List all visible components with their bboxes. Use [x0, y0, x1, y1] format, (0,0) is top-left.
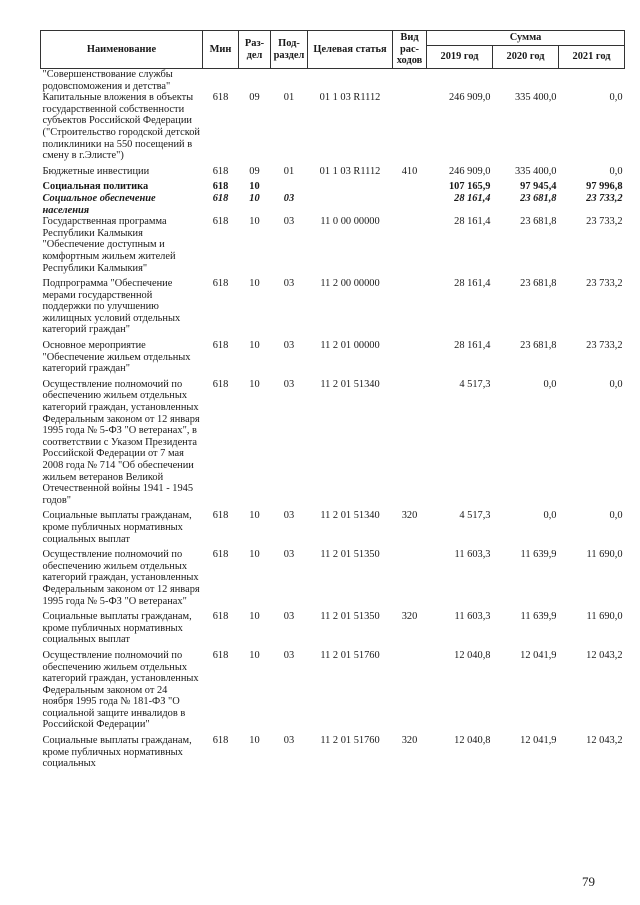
row-min: 618 [212, 735, 229, 747]
row-sum-2019: 28 161,4 [454, 340, 491, 352]
header-sum: Сумма [427, 31, 625, 46]
table-row [41, 650, 625, 735]
row-min: 618 [212, 611, 229, 623]
table-row [41, 193, 625, 216]
row-name: Государственная программа Республики Калмыкия "Обеспечение доступным и комфортным жильем жителей Республики Калмыкия" [42, 216, 176, 274]
row-sum-2021: 11 690,0 [586, 549, 623, 561]
header-podrazdel: Под-раздел [271, 31, 308, 69]
budget-table [40, 30, 625, 774]
row-target-article: 11 2 01 51340 [320, 378, 380, 390]
row-razdel: 10 [249, 649, 260, 661]
header-year-2021: 2021 год [559, 46, 625, 69]
row-sum-2020: 23 681,8 [520, 216, 557, 228]
row-sum-2021: 23 733,2 [586, 192, 623, 204]
row-target-article: 11 2 01 00000 [320, 340, 380, 352]
row-sum-2019 [427, 69, 493, 93]
row-razdel: 09 [249, 92, 260, 104]
row-sum-2020: 0,0 [543, 510, 557, 522]
row-sum-2019: 28 161,4 [454, 278, 491, 290]
row-sum-2021: 0,0 [609, 378, 623, 390]
table-row [41, 166, 625, 182]
row-sum-2020: 12 041,9 [520, 649, 557, 661]
row-expense-type: 320 [401, 611, 418, 623]
row-sum-2019: 107 165,9 [448, 181, 491, 193]
row-podrazdel [271, 181, 308, 193]
row-target-article: 01 1 03 R1112 [319, 92, 381, 104]
row-sum-2020: 335 400,0 [514, 92, 557, 104]
row-sum-2019: 246 909,0 [448, 92, 491, 104]
row-podrazdel: 03 [283, 378, 295, 390]
row-sum-2021: 23 733,2 [586, 278, 623, 290]
row-name: Основное мероприятие "Обеспечение жильем отдельных категорий граждан" [42, 340, 191, 375]
page-number: 79 [582, 874, 595, 889]
row-podrazdel: 01 [283, 92, 295, 104]
row-sum-2019: 12 040,8 [454, 735, 491, 747]
row-sum-2020: 335 400,0 [514, 165, 557, 177]
header-name: Наименование [41, 31, 203, 69]
row-min: 618 [212, 340, 229, 352]
header-year-2020: 2020 год [493, 46, 559, 69]
row-min: 618 [212, 92, 229, 104]
row-name: Бюджетные инвестиции [42, 165, 150, 177]
row-sum-2021: 0,0 [609, 92, 623, 104]
row-name: Осуществление полномочий по обеспечению жильем отдельных категорий граждан, установленных Федеральным законом от 24 ноября 1995 года № 181-ФЗ "О социальной защите инвалидов в Российской Федерации" [42, 649, 199, 731]
row-razdel: 10 [249, 735, 260, 747]
row-expense-type [393, 193, 427, 216]
row-sum-2021 [559, 69, 625, 93]
table-row [41, 278, 625, 340]
row-podrazdel: 03 [283, 549, 295, 561]
row-sum-2019: 4 517,3 [459, 378, 491, 390]
row-sum-2020: 12 041,9 [520, 735, 557, 747]
row-expense-type: 320 [401, 510, 418, 522]
row-expense-type [393, 69, 427, 93]
row-podrazdel: 01 [283, 165, 295, 177]
row-razdel: 10 [249, 216, 260, 228]
table-row [41, 379, 625, 511]
row-name: Социальные выплаты гражданам, кроме публичных нормативных социальных выплат [42, 510, 192, 545]
row-expense-type [393, 340, 427, 379]
row-sum-2019: 246 909,0 [448, 165, 491, 177]
row-name: Социальные выплаты гражданам, кроме публичных нормативных социальных выплат [42, 611, 192, 646]
row-name: "Совершенствование службы родовспоможения и детства" [42, 69, 173, 92]
row-expense-type [393, 216, 427, 278]
row-sum-2019: 11 603,3 [454, 549, 491, 561]
row-sum-2021: 0,0 [609, 510, 623, 522]
row-sum-2020 [493, 69, 559, 93]
row-sum-2020: 0,0 [543, 378, 557, 390]
row-min: 618 [212, 649, 229, 661]
row-name: Социальное обеспечение населения [42, 192, 156, 216]
row-min: 618 [212, 165, 229, 177]
table-row [41, 69, 625, 93]
row-razdel: 10 [249, 378, 260, 390]
row-razdel: 10 [249, 611, 260, 623]
row-razdel: 10 [249, 181, 260, 193]
header-expense-type: Вид рас-ходов [393, 31, 427, 69]
row-name: Социальная политика [42, 181, 149, 193]
row-target-article: 11 0 00 00000 [320, 216, 380, 228]
row-target-article: 01 1 03 R1112 [319, 165, 381, 177]
row-podrazdel: 03 [283, 735, 295, 747]
row-name: Подпрограмма "Обеспечение мерами государственной поддержки по улучшению жилищных условий отдельных категорий граждан" [42, 278, 181, 336]
row-min: 618 [212, 192, 229, 204]
row-target-article [308, 69, 393, 93]
table-row [41, 340, 625, 379]
row-razdel: 10 [249, 510, 260, 522]
row-razdel: 09 [249, 165, 260, 177]
row-name: Осуществление полномочий по обеспечению жильем отдельных категорий граждан, установленных Федеральным законом от 12 января 1995 года № 5-ФЗ "О ветеранах" [42, 549, 200, 607]
row-sum-2021: 12 043,2 [586, 649, 623, 661]
row-sum-2021: 97 996,8 [586, 181, 623, 193]
row-sum-2019: 12 040,8 [454, 649, 491, 661]
row-expense-type [393, 379, 427, 511]
row-sum-2020: 23 681,8 [520, 278, 557, 290]
row-target-article: 11 2 01 51760 [320, 735, 380, 747]
row-razdel [239, 69, 271, 93]
header-year-2019: 2019 год [427, 46, 493, 69]
header-razdel: Раз-дел [239, 31, 271, 69]
row-podrazdel [271, 69, 308, 93]
row-min: 618 [212, 378, 229, 390]
table-body [41, 69, 625, 774]
row-name: Капитальные вложения в объекты государственной собственности субъектов Российской Федерации ("Строительство городской детской поликлиники на 550 посещений в смену в г.Элисте") [42, 92, 200, 162]
row-sum-2019: 28 161,4 [454, 192, 491, 204]
row-sum-2021: 23 733,2 [586, 340, 623, 352]
row-podrazdel: 03 [283, 340, 295, 352]
row-podrazdel: 03 [283, 278, 295, 290]
row-name: Социальные выплаты гражданам, кроме публичных нормативных социальных [42, 735, 192, 770]
row-podrazdel: 03 [283, 611, 295, 623]
row-target-article [308, 181, 393, 193]
table-row [41, 611, 625, 650]
row-expense-type [393, 278, 427, 340]
row-sum-2020: 23 681,8 [520, 340, 557, 352]
row-min: 618 [212, 510, 229, 522]
row-target-article: 11 2 01 51760 [320, 649, 380, 661]
header-min: Мин [203, 31, 239, 69]
row-min [203, 69, 239, 93]
table-row [41, 181, 625, 193]
row-sum-2021: 23 733,2 [586, 216, 623, 228]
row-sum-2019: 28 161,4 [454, 216, 491, 228]
row-sum-2020: 11 639,9 [520, 611, 557, 623]
row-min: 618 [212, 216, 229, 228]
row-target-article: 11 2 01 51350 [320, 549, 380, 561]
row-min: 618 [212, 278, 229, 290]
row-sum-2020: 11 639,9 [520, 549, 557, 561]
row-expense-type [393, 549, 427, 611]
row-target-article [308, 193, 393, 216]
row-podrazdel: 03 [283, 510, 295, 522]
row-min: 618 [212, 181, 229, 193]
row-expense-type [393, 92, 427, 166]
row-expense-type: 320 [401, 735, 418, 747]
row-razdel: 10 [249, 340, 260, 352]
row-podrazdel: 03 [283, 649, 295, 661]
row-target-article: 11 2 01 51350 [320, 611, 380, 623]
row-sum-2020: 97 945,4 [520, 181, 557, 193]
row-podrazdel: 03 [283, 216, 295, 228]
table-header [41, 31, 625, 69]
table-row [41, 92, 625, 166]
row-min: 618 [212, 549, 229, 561]
row-target-article: 11 2 01 51340 [320, 510, 380, 522]
row-sum-2021: 11 690,0 [586, 611, 623, 623]
row-sum-2020: 23 681,8 [520, 192, 557, 204]
header-target-article: Целевая статья [308, 31, 393, 69]
row-razdel: 10 [249, 192, 260, 204]
table-row [41, 510, 625, 549]
row-sum-2019: 11 603,3 [454, 611, 491, 623]
table-row [41, 216, 625, 278]
row-expense-type: 410 [401, 165, 418, 177]
row-razdel: 10 [249, 278, 260, 290]
row-razdel: 10 [249, 549, 260, 561]
row-target-article: 11 2 00 00000 [320, 278, 380, 290]
row-sum-2021: 0,0 [609, 165, 623, 177]
row-podrazdel: 03 [283, 192, 295, 204]
table-row [41, 549, 625, 611]
row-sum-2019: 4 517,3 [459, 510, 491, 522]
table-row [41, 735, 625, 774]
row-name: Осуществление полномочий по обеспечению жильем отдельных категорий граждан, установленных Федеральным законом от 12 января 1995 года № 5-ФЗ "О ветеранах", в соответствии с Указом Президента Российской Федерации от 7 мая 2008 года № 714 "Об обеспечении жильем ветеранов Великой Отечественной войны 1941 - 1945 годов" [42, 378, 200, 506]
row-expense-type [393, 650, 427, 735]
row-expense-type [393, 181, 427, 193]
row-sum-2021: 12 043,2 [586, 735, 623, 747]
